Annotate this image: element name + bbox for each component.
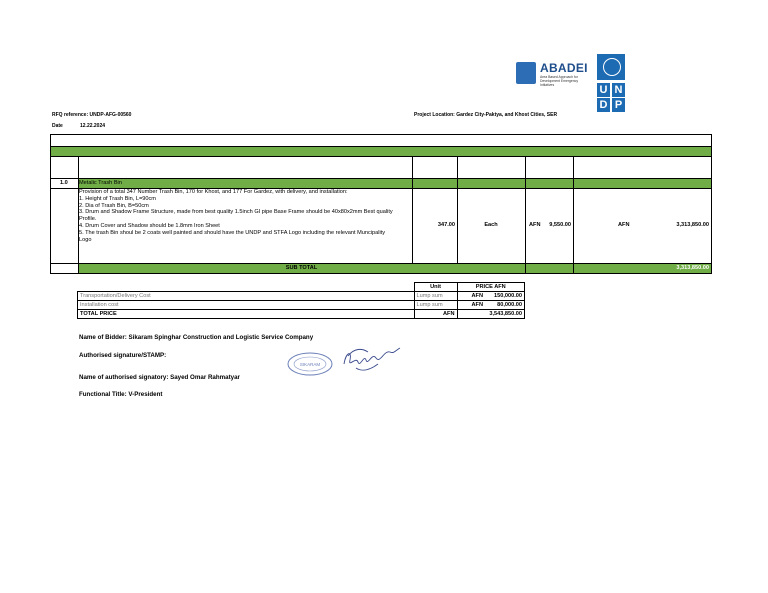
summary-row-label: Transportation/Delivery Cost bbox=[78, 292, 415, 301]
total-price-value: 3,543,850.00 bbox=[457, 310, 525, 319]
abadei-logo bbox=[516, 58, 592, 90]
un-globe-icon bbox=[597, 54, 625, 80]
item-quantity: 347.00 bbox=[437, 222, 455, 228]
undp-letter: D bbox=[597, 98, 610, 112]
authorised-signature-label: Authorised signature/STAMP: bbox=[79, 352, 167, 359]
green-band bbox=[50, 147, 712, 156]
description-line: 5. The trash Bin shoul be 2 coats well painted and should have the UNDP and STFA Logo including the relevant Muncipality bbox=[79, 229, 386, 236]
description-line: 3. Drum and Shadow Frame Structure, made from best quality 1.5inch GI pipe Base Frame should be 40x80x2mm Best quality bbox=[79, 209, 393, 216]
date-label: Date bbox=[52, 123, 63, 129]
undp-logo bbox=[596, 54, 626, 112]
summary-row-price: 80,000.00 bbox=[497, 302, 522, 308]
description-line: Logo bbox=[79, 236, 92, 243]
description-line: 4. Drum Cover and Shadow should be 1.8mm Iron Sheet bbox=[79, 222, 220, 229]
summary-row bbox=[78, 301, 525, 310]
item-number: 1.0 bbox=[60, 180, 68, 186]
description-line: 2. Dia of Trash Bin, B=50cm bbox=[79, 202, 149, 209]
item-title-row bbox=[78, 179, 712, 188]
description-line: Provision of a total 347 Number Trash Bin, 170 for Khost, and 177 For Gardez, with delivery, and installation: bbox=[79, 189, 348, 195]
item-unit: Each bbox=[484, 222, 498, 228]
company-stamp-icon bbox=[288, 353, 332, 375]
bidder-name: Name of Bidder: Sikaram Spinghar Construction and Logistic Service Company bbox=[79, 334, 314, 341]
abadei-hand-icon bbox=[516, 62, 536, 84]
item-total: 3,313,850.00 bbox=[676, 222, 709, 228]
date-value: 12.22.2024 bbox=[80, 123, 106, 129]
undp-letter: P bbox=[612, 98, 625, 112]
handwritten-signature-icon bbox=[344, 348, 400, 370]
unit-price-currency: AFN bbox=[529, 222, 541, 228]
subtotal-label: SUB TOTAL bbox=[285, 265, 318, 271]
company-stamp-and-signature bbox=[286, 342, 406, 378]
summary-row-currency: AFN bbox=[471, 293, 483, 299]
project-location: Project Location: Gardez City-Paktya, and Khost Cities, SER bbox=[414, 112, 558, 118]
total-currency: AFN bbox=[618, 222, 630, 228]
subtotal-value: 3,313,850.00 bbox=[676, 265, 709, 271]
summary-row bbox=[78, 292, 525, 301]
summary-row-price: 150,000.00 bbox=[494, 293, 522, 299]
functional-title: Functional Title: V-President bbox=[79, 391, 163, 398]
item-title: Metalic Trash Bin bbox=[79, 180, 122, 186]
unit-price: 9,550.00 bbox=[549, 222, 571, 228]
authorised-signatory-name: Name of authorised signatory: Sayed Omar Rahmatyar bbox=[79, 374, 240, 381]
item-description bbox=[79, 189, 411, 243]
rfq-reference: RFQ reference: UNDP-AFG-00560 bbox=[52, 112, 132, 118]
undp-letter: U bbox=[597, 83, 610, 97]
summary-header-row bbox=[78, 283, 525, 292]
summary-unit-header: Unit bbox=[414, 283, 457, 292]
summary-row-label: Installation cost bbox=[78, 301, 415, 310]
abadei-logo-subtitle: Area Based Approach for Development Emergency Initiatives bbox=[540, 75, 579, 87]
summary-table bbox=[77, 282, 525, 319]
description-line: Profile. bbox=[79, 216, 97, 223]
stamp-text: SIKARAM bbox=[299, 362, 321, 367]
undp-letter: N bbox=[612, 83, 625, 97]
summary-row-unit: Lump sum bbox=[414, 292, 457, 301]
total-price-currency: AFN bbox=[414, 310, 457, 319]
summary-row-currency: AFN bbox=[471, 302, 483, 308]
abadei-logo-name: ABADEI bbox=[540, 61, 588, 75]
description-line: 1. Height of Trash Bin, L=90cm bbox=[79, 195, 156, 202]
summary-row-unit: Lump sum bbox=[414, 301, 457, 310]
total-price-label: TOTAL PRICE bbox=[78, 310, 415, 319]
summary-price-header: PRICE AFN bbox=[457, 283, 525, 292]
summary-total-row bbox=[78, 310, 525, 319]
